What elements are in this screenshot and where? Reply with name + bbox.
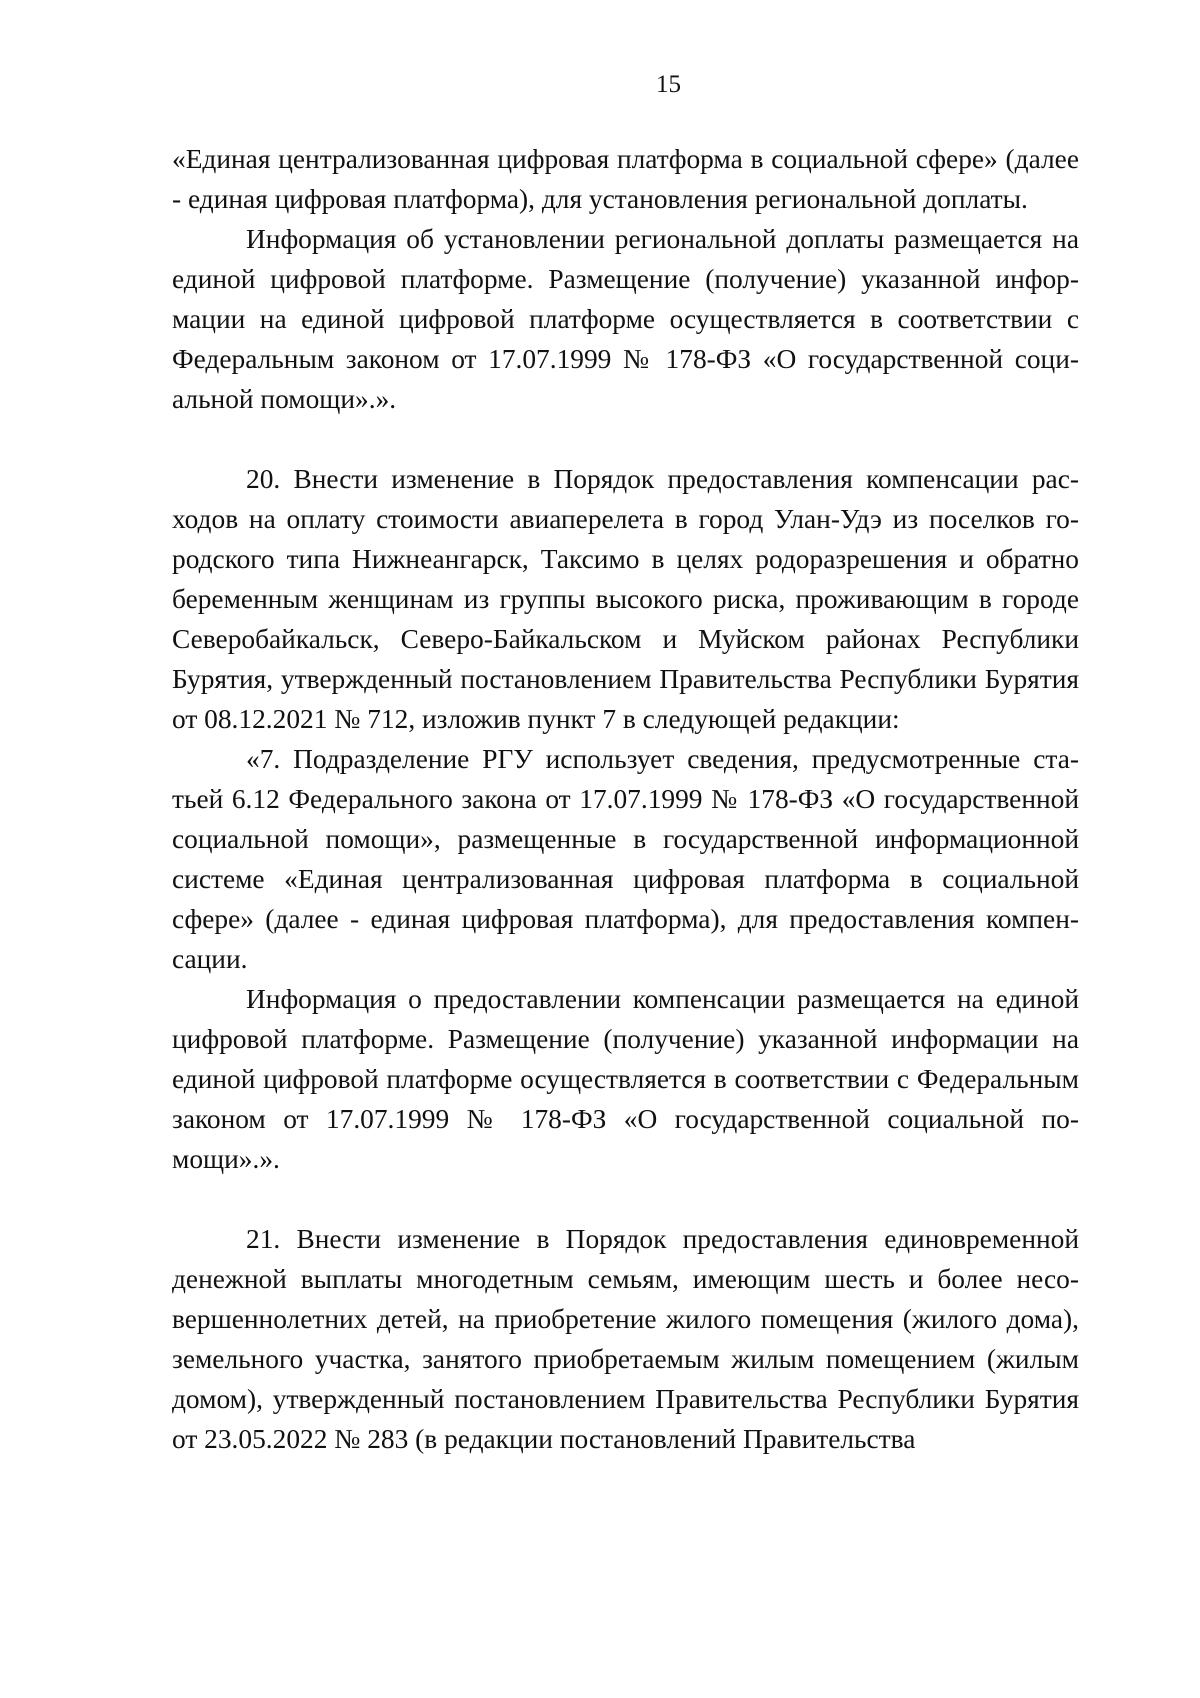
paragraph-item-21: 21. Внести изменение в Порядок предоставления единовременной денежной выплаты многодетным семьям, имеющим шесть и более несовершеннолетних детей, на приобретение жилого помещения (жилого дома), земельного участка, занятого приобретаемым жилым помещением (жилым домом), утвержденный постановлением Правительства Республики Бурятия от 23.05.2022 № 283 (в редакции постановлений Правительства: [172, 1224, 1079, 1454]
paragraph: Информация об установлении региональной доплаты размещается на единой цифровой платформе. Размещение (получение) указанной информации на единой цифровой платформе осуществляется в соответствии с Федеральным законом от 17.07.1999 № 178-ФЗ «О государственной социальной помощи».».: [172, 224, 1079, 414]
page-number: 15: [656, 71, 681, 98]
paragraph: Информация о предоставлении компенсации размещается на единой цифровой платформе. Размещение (получение) указанной информации на единой цифровой платформе осуществляется в соответствии с Федеральным законом от 17.07.1999 № 178-ФЗ «О государственной социальной помощи».».: [172, 984, 1079, 1174]
paragraph: «7. Подразделение РГУ использует сведения, предусмотренные статьей 6.12 Федерального закона от 17.07.1999 № 178-ФЗ «О государственной социальной помощи», размещенные в государственной информационной системе «Единая централизованная цифровая платформа в социальной сфере» (далее - единая цифровая платформа), для предоставления компенсации.: [172, 744, 1079, 974]
paragraph-item-20: 20. Внести изменение в Порядок предоставления компенсации расходов на оплату стоимости авиаперелета в город Улан-Удэ из поселков городского типа Нижнеангарск, Таксимо в целях родоразрешения и обратно беременным женщинам из группы высокого риска, проживающим в городе Северобайкальск, Северо-Байкальском и Муйском районах Республики Бурятия, утвержденный постановлением Правительства Республики Бурятия от 08.12.2021 № 712, изложив пункт 7 в следующей редакции:: [172, 464, 1079, 734]
paragraph: «Единая централизованная цифровая платформа в социальной сфере» (далее - единая цифровая платформа), для установления региональной доплаты.: [172, 144, 1079, 214]
document-body: [172, 139, 1079, 1459]
